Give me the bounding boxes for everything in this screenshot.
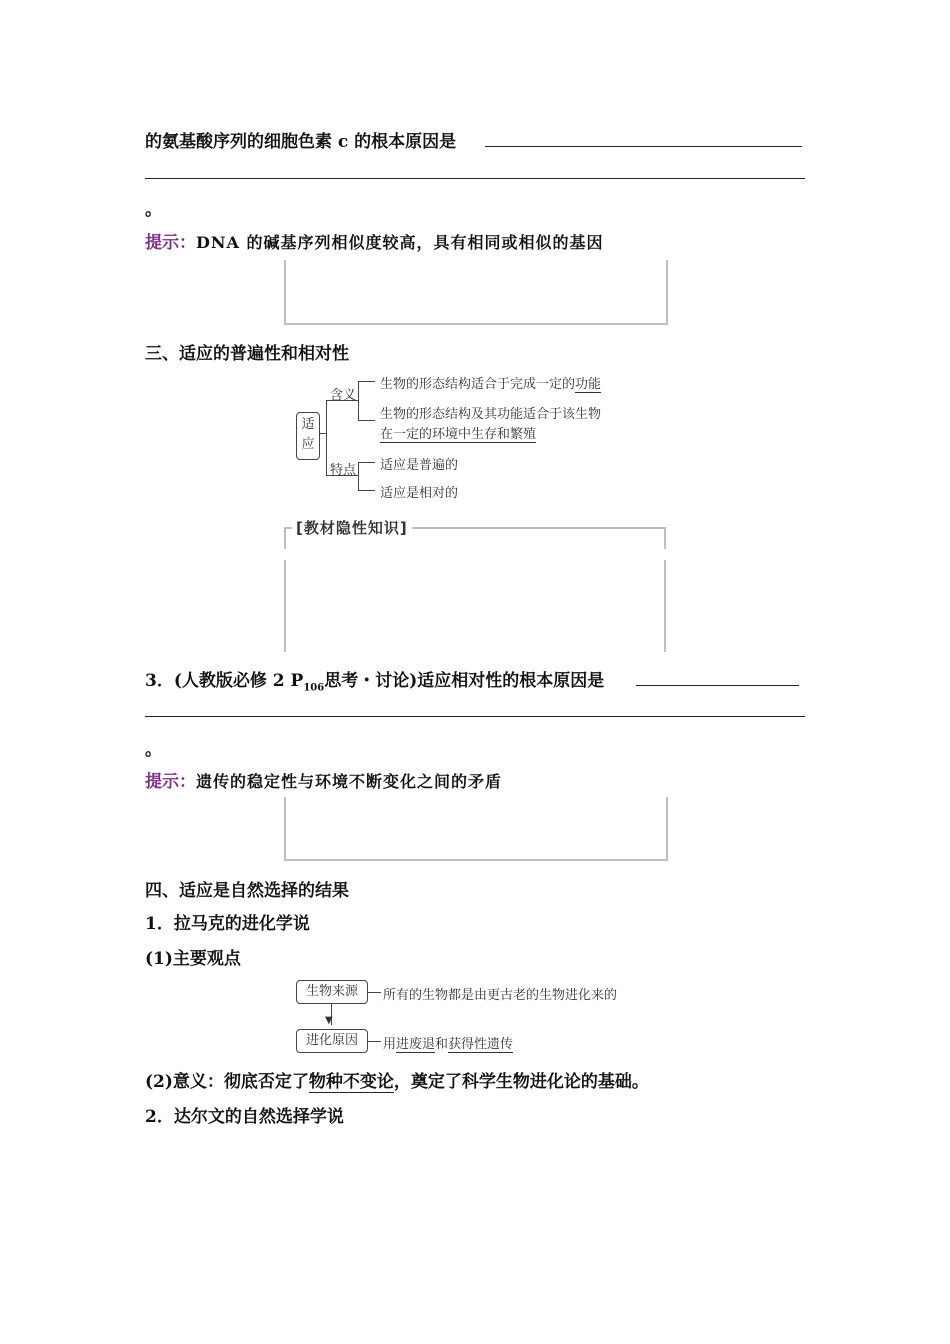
connector-line bbox=[358, 490, 375, 491]
hint bbox=[145, 767, 502, 792]
connector-line bbox=[358, 381, 375, 382]
diagram-root-box bbox=[296, 412, 320, 460]
meaning-item-2-line1: 生物的形态结构及其功能适合于该生物 bbox=[380, 407, 602, 422]
connector-line bbox=[326, 466, 327, 475]
section-heading: 四、适应是自然选择的结果 bbox=[145, 881, 349, 901]
connector-line bbox=[358, 462, 375, 463]
connector-line bbox=[319, 433, 326, 434]
cause-underline: 获得性遗传 bbox=[448, 1037, 514, 1052]
meaning-item-underline: 在一定的环境中生存和繁殖 bbox=[380, 427, 537, 442]
frame-left-corner bbox=[284, 527, 286, 549]
significance-underline: 物种不变论 bbox=[308, 1072, 394, 1092]
question-text: 适应相对性的根本原因是 bbox=[417, 671, 605, 691]
answer-blank-line[interactable] bbox=[485, 146, 802, 147]
connector-line bbox=[358, 420, 375, 421]
cause-text bbox=[383, 1033, 513, 1052]
cause-text-mid: 和 bbox=[435, 1037, 449, 1052]
hint-frame bbox=[284, 797, 668, 861]
subsection-heading: 2．达尔文的自然选择学说 bbox=[145, 1107, 344, 1127]
significance-post: ，奠定了科学生物进化论的基础。 bbox=[393, 1072, 649, 1092]
connector-line bbox=[358, 462, 359, 490]
feature-item: 适应是普遍的 bbox=[380, 458, 459, 473]
page-subscript: 106 bbox=[303, 682, 325, 694]
answer-blank-line[interactable] bbox=[145, 178, 805, 179]
meaning-item-underline: 功能 bbox=[575, 377, 602, 392]
diagram-box-cause: 进化原因 bbox=[296, 1029, 368, 1053]
connector-line bbox=[367, 1041, 381, 1042]
meaning-item-1 bbox=[380, 373, 601, 392]
frame-left-rule bbox=[284, 560, 286, 652]
subsection-heading: 1．拉马克的进化学说 bbox=[145, 914, 310, 934]
connector-line bbox=[358, 381, 359, 421]
answer-blank-line[interactable] bbox=[636, 685, 799, 686]
significance-pre: (2)意义：彻底否定了 bbox=[145, 1072, 309, 1092]
answer-blank-line[interactable] bbox=[145, 716, 805, 717]
branch-meaning-label: 含义 bbox=[330, 388, 357, 403]
cause-underline: 进废退 bbox=[396, 1037, 436, 1052]
cause-text-pre: 用 bbox=[383, 1037, 397, 1052]
hidden-knowledge-text: 教材隐性知识 bbox=[303, 519, 400, 537]
branch-feature-label: 特点 bbox=[330, 463, 357, 478]
frame-right-rule bbox=[664, 560, 666, 652]
point-heading: (1)主要观点 bbox=[145, 949, 241, 969]
arrow-down-icon: ▼ bbox=[325, 1015, 333, 1026]
diagram-root-char: 应 bbox=[301, 437, 315, 452]
diagram-root-char: 适 bbox=[301, 417, 315, 432]
period: 。 bbox=[145, 200, 162, 220]
frame-right-corner bbox=[664, 527, 666, 549]
section-heading: 三、适应的普遍性和相对性 bbox=[145, 344, 349, 364]
question-source: 3．(人教版必修 2 P bbox=[145, 671, 304, 691]
feature-item: 适应是相对的 bbox=[380, 486, 459, 501]
origin-text: 所有的生物都是由更古老的生物进化来的 bbox=[383, 988, 618, 1003]
hint-text: DNA 的碱基序列相似度较高，具有相同或相似的基因 bbox=[196, 233, 604, 252]
meaning-item-2-line2 bbox=[380, 423, 536, 442]
hint bbox=[145, 228, 604, 253]
hint-text: 遗传的稳定性与环境不断变化之间的矛盾 bbox=[196, 772, 503, 791]
question-tail-text: 的氨基酸序列的细胞色素 c 的根本原因是 bbox=[145, 132, 457, 152]
connector-line bbox=[326, 400, 327, 467]
meaning-item-text: 生物的形态结构适合于完成一定的 bbox=[380, 377, 576, 392]
question-source-tail: 思考・讨论) bbox=[324, 671, 418, 691]
hint-label: 提示： bbox=[145, 772, 196, 792]
period: 。 bbox=[145, 740, 162, 760]
diagram-box-origin: 生物来源 bbox=[296, 980, 368, 1004]
hint-frame bbox=[284, 260, 668, 325]
significance-line bbox=[145, 1067, 649, 1092]
question-3 bbox=[145, 666, 604, 693]
hint-label: 提示： bbox=[145, 233, 196, 253]
hidden-knowledge-label: [教材隐性知识] bbox=[292, 517, 412, 538]
connector-line bbox=[367, 992, 381, 993]
